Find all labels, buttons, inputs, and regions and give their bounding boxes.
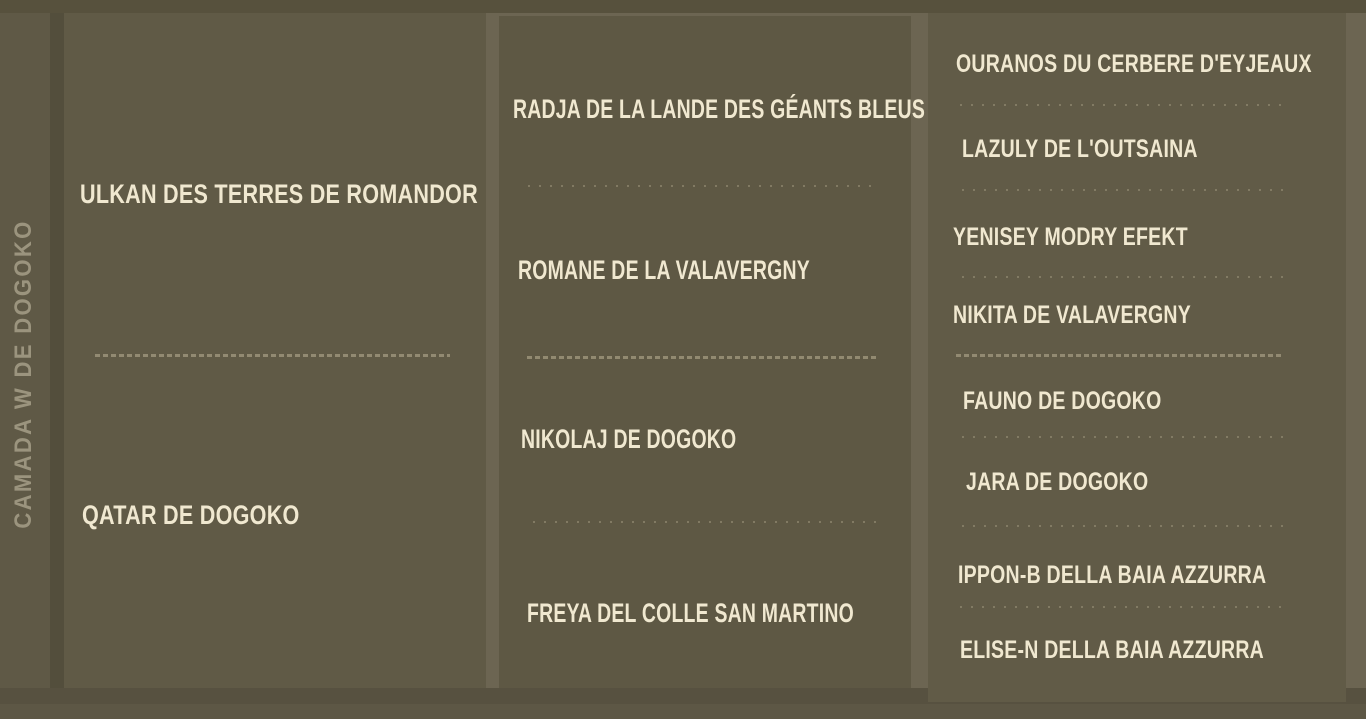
litter-title-vertical: CAMADA W DE DOGOKO [10, 219, 37, 529]
granddam-maternal-name[interactable]: FREYA DEL COLLE SAN MARTINO [527, 598, 854, 628]
grandsire-maternal-name[interactable]: NIKOLAJ DE DOGOKO [521, 424, 737, 454]
great-grandparent-5-name[interactable]: FAUNO DE DOGOKO [963, 387, 1162, 415]
great-grandparent-7-name[interactable]: IPPON-B DELLA BAIA AZZURRA [958, 561, 1267, 589]
great-grandparent-3-name[interactable]: YENISEY MODRY EFEKT [953, 223, 1188, 251]
grandparents-separator-dotted-1 [528, 185, 878, 187]
grandparents-separator-dotted-2 [533, 521, 881, 523]
great-grandparents-separator-dotted-3 [962, 276, 1284, 278]
great-grandparents-separator-dotted-5 [962, 525, 1284, 527]
great-grandparents-separator-dotted-1 [960, 104, 1288, 106]
great-grandparent-6-name[interactable]: JARA DE DOGOKO [966, 468, 1149, 496]
great-grandparents-separator-dotted-2 [962, 189, 1284, 191]
bottom-band-lower [0, 704, 1366, 719]
great-grandparent-1-name[interactable]: OURANOS DU CERBERE D'EYJEAUX [956, 50, 1312, 78]
great-grandparent-2-name[interactable]: LAZULY DE L'OUTSAINA [962, 135, 1198, 163]
parents-column-panel [64, 13, 486, 688]
dam-name[interactable]: QATAR DE DOGOKO [82, 500, 300, 530]
parents-separator-line [95, 354, 450, 357]
top-band [0, 0, 1366, 13]
great-grandparent-8-name[interactable]: ELISE-N DELLA BAIA AZZURRA [960, 636, 1264, 664]
great-grandparents-separator-dotted-4 [962, 436, 1284, 438]
grandparents-separator-dashed [527, 356, 879, 359]
great-grandparent-4-name[interactable]: NIKITA DE VALAVERGNY [953, 301, 1191, 329]
sire-name[interactable]: ULKAN DES TERRES DE ROMANDOR [80, 179, 478, 209]
granddam-paternal-name[interactable]: ROMANE DE LA VALAVERGNY [518, 255, 810, 285]
great-grandparents-separator-dotted-6 [960, 606, 1285, 608]
grandsire-paternal-name[interactable]: RADJA DE LA LANDE DES GÉANTS BLEUS [513, 94, 926, 124]
sidebar-divider [50, 13, 64, 688]
great-grandparents-column-panel [928, 13, 1346, 702]
great-grandparents-separator-dashed [956, 354, 1284, 357]
